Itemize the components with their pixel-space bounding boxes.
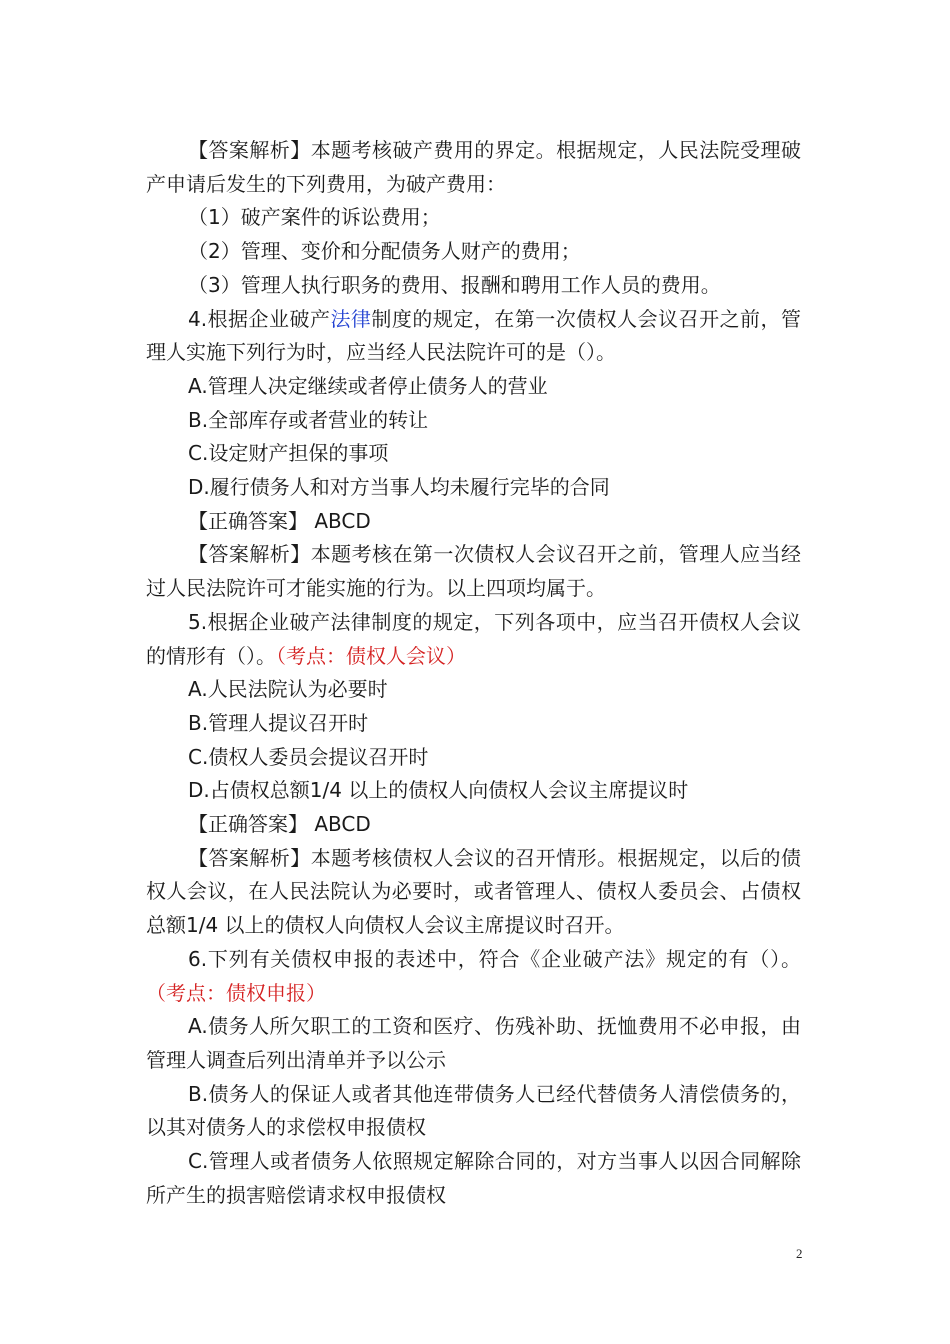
q5-correct-answer <box>146 808 801 842</box>
q4-question <box>146 303 801 370</box>
option-text: 以上的债权人向债权人会议主席提议时 <box>348 778 689 803</box>
option-letter: B. <box>188 710 209 735</box>
option-letter: D. <box>188 475 210 500</box>
item-number: （1） <box>188 205 241 230</box>
option-text: 履行债务人和对方当事人均未履行完毕的合同 <box>209 475 610 500</box>
option-letter: C. <box>188 744 209 769</box>
option-letter: A. <box>188 677 208 702</box>
fraction: 1/4 <box>309 778 342 803</box>
analysis-text: 【答案解析】本题考核债权人会议的召开情形。根据规定，以后的债权人会议，在人民法院认为必要时，或者管理人、债权人委员会、占债权总额 <box>146 845 801 938</box>
q4-correct-answer <box>146 505 801 539</box>
q5-question <box>146 606 801 673</box>
option-letter: C. <box>188 441 209 466</box>
question-text: 根据企业破产 <box>207 306 331 331</box>
answer-value: ABCD <box>314 508 371 533</box>
topic-note: （考点：债权人会议） <box>276 643 466 668</box>
q3-analysis: 【答案解析】本题考核破产费用的界定。根据规定，人民法院受理破产申请后发生的下列费用，为破产费用： <box>146 138 801 196</box>
question-text: 下列有关债权申报的表述中，符合《企业破产法》规定的有（）。 <box>207 946 801 971</box>
q6-option-a <box>146 1010 801 1077</box>
option-text: 债务人的保证人或者其他连带债务人已经代替债务人清偿债务的，以其对债务人的求偿权申报债权 <box>146 1081 801 1140</box>
q4-option-d <box>146 471 801 505</box>
option-text: 设定财产担保的事项 <box>208 441 389 466</box>
option-letter: D. <box>188 778 210 803</box>
option-letter: B. <box>188 407 209 432</box>
answer-label: 【正确答案】 <box>188 812 308 837</box>
item-text: 管理、变价和分配债务人财产的费用； <box>240 239 581 264</box>
answer-value: ABCD <box>314 812 371 837</box>
page-number: 2 <box>796 1246 803 1261</box>
q5-option-b <box>146 707 801 741</box>
q3-item-2 <box>146 235 801 269</box>
q5-option-a <box>146 673 801 707</box>
option-text: 全部库存或者营业的转让 <box>208 407 429 432</box>
question-number: 4. <box>188 306 208 331</box>
option-text: 管理人或者债务人依照规定解除合同的，对方当事人以因合同解除所产生的损害赔偿请求权申报债权 <box>146 1149 801 1207</box>
option-letter: C. <box>188 1149 209 1174</box>
q4-option-b <box>146 404 801 438</box>
option-text: 债务人所欠职工的工资和医疗、伤残补助、抚恤费用不必申报，由管理人调查后列出清单并予以公示 <box>146 1014 801 1072</box>
q4-analysis: 【答案解析】本题考核在第一次债权人会议召开之前，管理人应当经过人民法院许可才能实施的行为。以上四项均属于。 <box>146 542 801 601</box>
analysis-text: 以上的债权人向债权人会议主席提议时召开。 <box>224 913 625 938</box>
q5-option-c <box>146 741 801 775</box>
option-letter: A. <box>188 1014 208 1039</box>
q3-item-1 <box>146 201 801 235</box>
item-number: （2） <box>188 239 241 264</box>
item-text: 管理人执行职务的费用、报酬和聘用工作人员的费用。 <box>240 272 721 297</box>
q4-option-a <box>146 370 801 404</box>
question-number: 6. <box>188 946 208 971</box>
option-letter: A. <box>188 373 208 398</box>
law-link[interactable]: 法律 <box>330 306 372 331</box>
option-text: 人民法院认为必要时 <box>207 677 388 702</box>
question-text: 制度的规定，在第一次债权人会议召开之前，管理人实施下列行为时，应当经人民法院许可的是（）。 <box>146 306 802 365</box>
item-number: （3） <box>188 272 241 297</box>
option-letter: B. <box>188 1081 209 1106</box>
answer-label: 【正确答案】 <box>188 508 308 533</box>
q6-option-b <box>146 1078 801 1145</box>
q5-option-d <box>146 774 801 808</box>
option-text: 债权人委员会提议召开时 <box>208 744 429 769</box>
document-body <box>146 134 801 1213</box>
q4-option-c <box>146 437 801 471</box>
option-text: 占债权总额 <box>209 778 310 803</box>
topic-note: （考点：债权申报） <box>146 980 326 1005</box>
q5-analysis <box>146 842 801 943</box>
question-number: 5. <box>188 609 208 634</box>
question-text: 根据企业破产法律制度的规定，下列各项中，应当召开债权人会议的情形有（）。 <box>146 609 801 668</box>
q3-item-3 <box>146 269 801 303</box>
option-text: 管理人决定继续或者停止债务人的营业 <box>207 373 548 398</box>
fraction: 1/4 <box>186 913 219 938</box>
option-text: 管理人提议召开时 <box>208 710 369 735</box>
q6-question <box>146 943 801 1010</box>
item-text: 破产案件的诉讼费用； <box>240 205 441 230</box>
q6-option-c <box>146 1145 801 1212</box>
